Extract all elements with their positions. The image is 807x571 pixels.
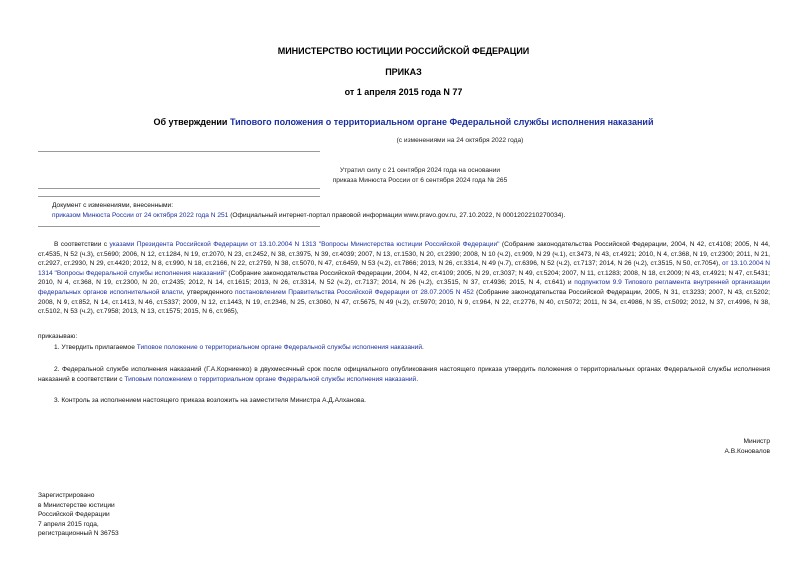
preamble-text: (Собрание законодательства Российской Федерации, 2005, N 31, ст.3233; 2007, N 43, ст.5202; 2008, N 9, ст.852, N 14, ст.1413, N 46, ст.5337; 2009, N 12, ст.1443, N 19, ст.2346, N 25, ст.3060, N 47, ст.5675, N 49 (ч.2), ст.5970; 2010, N 9, ст.964, N 22, ст.2776, N 40, ст.5072; 2011, N 34, ст.4986, N 35, ст.5092; 2012, N 37, ст.4996, N 38, ст.5102, N 53 (ч.2), ст.7958; 2013, N 13, ст.1575; 2015, N 6, ст.965), bbox=[38, 288, 770, 316]
item-1-text: . bbox=[422, 344, 424, 351]
registration-line: 7 апреля 2015 года, bbox=[38, 520, 99, 528]
item-1 bbox=[38, 343, 770, 353]
divider bbox=[38, 151, 320, 152]
preamble-text: (Собрание законодательства Российской Федерации, 2004, N 42, ст.4108; 2005, N 44, ст.4535, N 52 (ч.3), ст.5690; 2006, N 12, ст.1284, N 19, ст.2070, N 23, ст.2452, N 38, ст.3975, N 39, ст.4039; 2007, N 13, ст.1530, N 20, ст.2390; 2008, N 10 (ч.2), ст.909, N 29 (ч.1), ст.3473, N 43, ст.4921; 2010, N 4, ст.368, N 19, ст.2300; 2011, N 21, ст.2927, ст.2930, N 29, ст.4420; 2012, N 8, ст.990, N 18, ст.2166, N 22, ст.2759, N 38, ст.5070, N 47, ст.6459, N 53 (ч.2), ст.7866; 2013, N 26, ст.3314, N 49 (ч.7), ст.6396, N 52 (ч.2), ст.7137; 2014, N 26 (ч.2), ст.3515, N 50, ст.7054), bbox=[38, 241, 770, 268]
item-2-link[interactable]: Типовым положением о территориальном органе Федеральной службы исполнения наказаний bbox=[124, 375, 417, 383]
item-2-text: 2. Федеральной службе исполнения наказаний (Г.А.Корниенко) в двухмесячный срок после официального опубликования настоящего приказа утвердить положения о территориальных органах Федеральной службы исполнения наказаний в соответствии с bbox=[38, 366, 770, 383]
registration-line: Зарегистрировано bbox=[38, 492, 95, 499]
preamble-text: (Собрание законодательства Российской Федерации, 2004, N 42, ст.4109; 2005, N 29, ст.3037; N 49, ст.5204; 2007, N 11, ст.1283; 2008, N 18, ст.2009; N 43, ст.4921; N 47, ст.5431; 2010, N 4, ст.368, N 19, ст.2300, N 20, ст.2435; 2012, N 14, ст.1615; 2013, N 26, ст.3314, N 52 (ч.2), ст.7137; 2014, N 26 (ч.2), ст.3515, N 37, ст.4936; 2015, N 4, ст.641) и bbox=[38, 269, 770, 287]
item-1-link[interactable]: Типовое положение о территориальном органе Федеральной службы исполнения наказаний bbox=[136, 344, 423, 351]
divider bbox=[38, 226, 320, 227]
order-heading: ПРИКАЗ bbox=[385, 67, 422, 77]
changes-line bbox=[52, 211, 565, 221]
signature-block bbox=[600, 437, 770, 456]
registration-line: Российской Федерации bbox=[38, 511, 110, 519]
lost-force-line1: Утратил силу с 21 сентября 2024 года на основании bbox=[339, 167, 501, 174]
preamble-text: , утвержденного bbox=[182, 288, 236, 296]
divider bbox=[38, 188, 320, 189]
document-title bbox=[0, 117, 807, 127]
preamble-link-regulation[interactable]: подпунктом 9.9 Типового регламента внутренней организации федеральных органов исполнительной власти bbox=[38, 279, 770, 296]
item-2-text: . bbox=[416, 375, 419, 383]
preamble-link-decree-1313[interactable]: указами Президента Российской Федерации от 13.10.2004 N 1313 "Вопросы Министерства юстиции Российской Федерации" bbox=[109, 241, 500, 248]
preamble-paragraph bbox=[38, 240, 770, 317]
changes-label: Документ с изменениями, внесенными: bbox=[52, 202, 174, 209]
ministry-heading: МИНИСТЕРСТВО ЮСТИЦИИ РОССИЙСКОЙ ФЕДЕРАЦИИ bbox=[277, 46, 530, 56]
order-date: от 1 апреля 2015 года N 77 bbox=[344, 87, 463, 97]
registration-line: в Министерстве юстиции bbox=[38, 501, 115, 509]
item-3: 3. Контроль за исполнением настоящего приказа возложить на заместителя Министра А.Д.Алханова. bbox=[54, 397, 366, 404]
title-prefix: Об утверждении bbox=[153, 117, 230, 127]
divider bbox=[38, 196, 320, 197]
title-link[interactable]: Типового положения о территориальном органе Федеральной службы исполнения наказаний bbox=[229, 117, 654, 127]
item-2 bbox=[38, 365, 770, 384]
preamble-text: В соответствии с bbox=[54, 241, 110, 248]
amend-note: (с изменениями на 24 октября 2022 года) bbox=[396, 137, 524, 144]
changes-link[interactable]: приказом Минюста России от 24 октября 2022 года N 251 bbox=[52, 212, 229, 219]
order-word: приказываю: bbox=[38, 333, 78, 340]
signature-name: А.В.Коновалов bbox=[724, 447, 770, 455]
signature-position: Министр bbox=[743, 438, 770, 445]
preamble-link-resolution-452[interactable]: постановлением Правительства Российской Федерации от 28.07.2005 N 452 bbox=[235, 288, 474, 296]
lost-force-link[interactable]: приказа Минюста России от 6 сентября 2024 года № 265 bbox=[332, 177, 508, 184]
item-1-text: 1. Утвердить прилагаемое bbox=[54, 344, 137, 351]
changes-rest: (Официальный интернет-портал правовой информации www.pravo.gov.ru, 27.10.2022, N 0001202210270034). bbox=[228, 212, 566, 219]
preamble-link-decree-1314[interactable]: от 13.10.2004 N 1314 "Вопросы Федеральной службы исполнения наказаний" bbox=[38, 260, 771, 277]
registration-line: регистрационный N 36753 bbox=[38, 530, 119, 538]
registration-block bbox=[38, 491, 119, 539]
